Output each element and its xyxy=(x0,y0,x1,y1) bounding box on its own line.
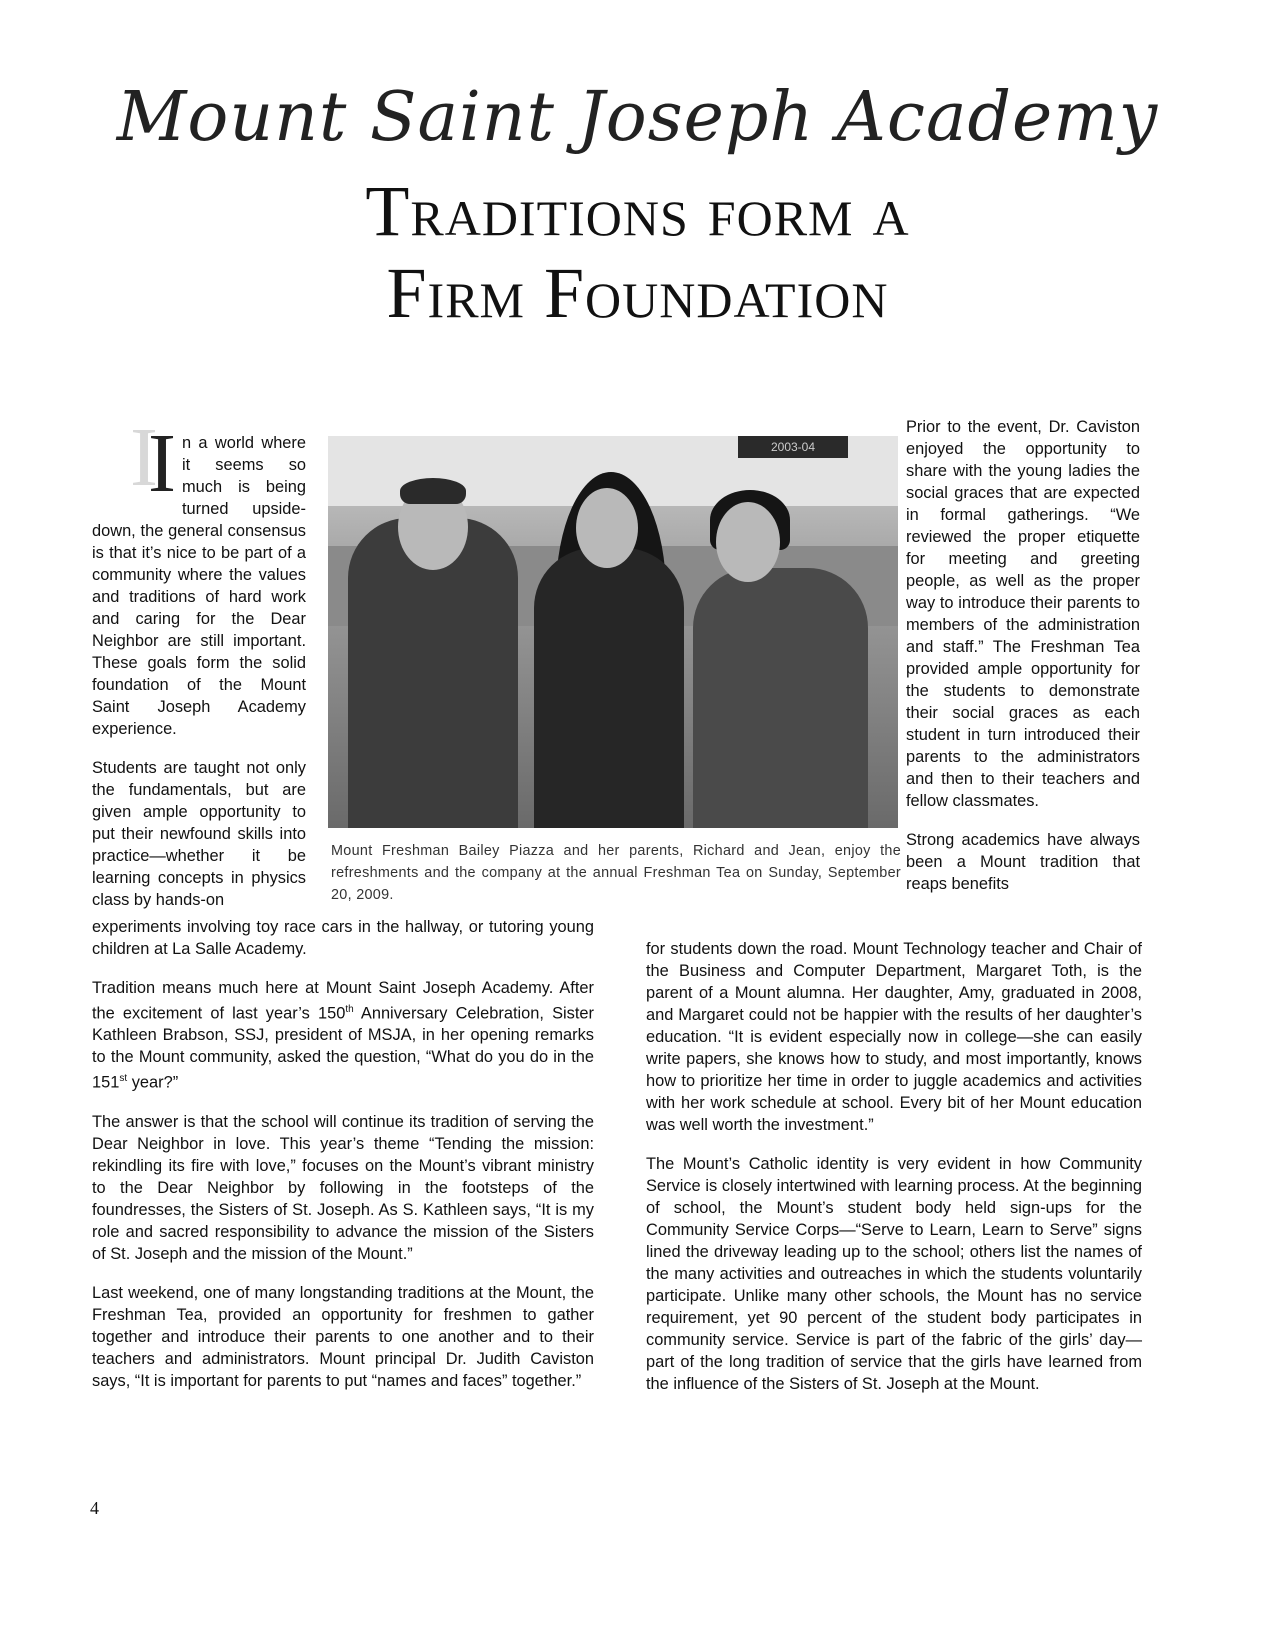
article-title xyxy=(0,170,1275,334)
answer-paragraph: The answer is that the school will continue its tradition of serving the Dear Neighbor in love. This year’s theme “Tending the mission: rekindling its fire with love,” focuses on the Mount’s vibrant ministry to the Dear Neighbor by following in the footsteps of the foundresses, the Sisters of St. Joseph. As S. Kathleen says, “It is my role and sacred responsibility to advance the mission of the Sisters of St. Joseph and the mission of the Mount.” xyxy=(92,1112,594,1263)
left-column-bottom xyxy=(92,916,594,1409)
caviston-paragraph: Prior to the event, Dr. Caviston enjoyed the opportunity to share with the young ladies the social graces that are expected in formal gatherings. “We reviewed the proper etiquette for meeting and greeting people, as well as the proper way to introduce their parents to members of the administration and staff.” The Freshman Tea provided ample opportunity for the students to demonstrate their social graces as each student in turn introduced their parents to the administrators and then to their teachers and fellow classmates. xyxy=(906,418,1140,810)
freshman-tea-photo xyxy=(328,436,898,828)
students-paragraph: Students are taught not only the fundamentals, but are given ample opportunity to put their newfound skills into practice—whether it be learning concepts in physics class by hands-on xyxy=(92,759,306,909)
freshman-tea-paragraph: Last weekend, one of many longstanding traditions at the Mount, the Freshman Tea, provided an opportunity for freshmen to gather together and introduce their parents to one another and to their teachers and administrators. Mount principal Dr. Judith Caviston says, “It is important for parents to put “names and faces” together.” xyxy=(92,1283,594,1390)
article-title-line-2: Firm Foundation xyxy=(386,253,889,333)
catholic-identity-paragraph: The Mount’s Catholic identity is very evident in how Community Service is closely intertwined with learning process. At the beginning of school, the Mount’s student body held sign-ups for the Community Service Corps—“Serve to Learn, Learn to Serve” signs lined the driveway leading up to the school; others list the names of the many activities and outreaches in which the students voluntarily participate. Unlike many other schools, the Mount has no service requirement, yet 90 percent of the student body participates in community service. Service is part of the fabric of the girls’ day—part of the long tradition of service that the girls have learned from the influence of the Sisters of St. Joseph at the Mount. xyxy=(646,1155,1142,1393)
right-column-bottom xyxy=(646,938,1142,1412)
page-number: 4 xyxy=(90,1498,99,1518)
intro-paragraph: In a world where it seems so much is being turned upside-down, the general consensus is that it’s nice to be part of a community where the values and traditions of hard work and caring for the Dear Neighbor are still important. These goals form the solid foundation of the Mount Saint Joseph Academy experience. xyxy=(92,417,306,738)
tradition-paragraph: Tradition means much here at Mount Saint Joseph Academy. After the excitement of last year’s 150th Anniversary Celebration, Sister Kathleen Brabson, SSJ, president of MSJA, in her opening remarks to the Mount community, asked the question, “What do you do in the 151st year?” xyxy=(92,979,594,1092)
experiments-paragraph: experiments involving toy race cars in the hallway, or tutoring young children at La Salle Academy. xyxy=(92,918,594,958)
gym-banner: 2003-04 xyxy=(738,436,848,458)
toth-paragraph: for students down the road. Mount Technology teacher and Chair of the Business and Computer Department, Margaret Toth, is the parent of a Mount alumna. Her daughter, Amy, graduated in 2008, and Margaret could not be happier with the results of her daughter’s education. “It is evident especially now in college—she can easily write papers, she knows how to study, and most importantly, knows how to prioritize her time in order to juggle academics and activities with her work schedule at school. Every bit of her Mount education was well worth the investment.” xyxy=(646,940,1142,1134)
photo-caption: Mount Freshman Bailey Piazza and her parents, Richard and Jean, enjoy the refreshments and the company at the annual Freshman Tea on Sunday, September 20, 2009. xyxy=(331,843,901,903)
right-column-top xyxy=(906,416,1140,912)
left-column-top xyxy=(92,417,306,928)
academics-paragraph-start: Strong academics have always been a Mount tradition that reaps benefits xyxy=(906,831,1140,893)
masthead-script-title: Mount Saint Joseph Academy xyxy=(116,78,1159,157)
article-title-line-1: Traditions form a xyxy=(365,171,910,251)
drop-cap: I xyxy=(148,417,176,510)
